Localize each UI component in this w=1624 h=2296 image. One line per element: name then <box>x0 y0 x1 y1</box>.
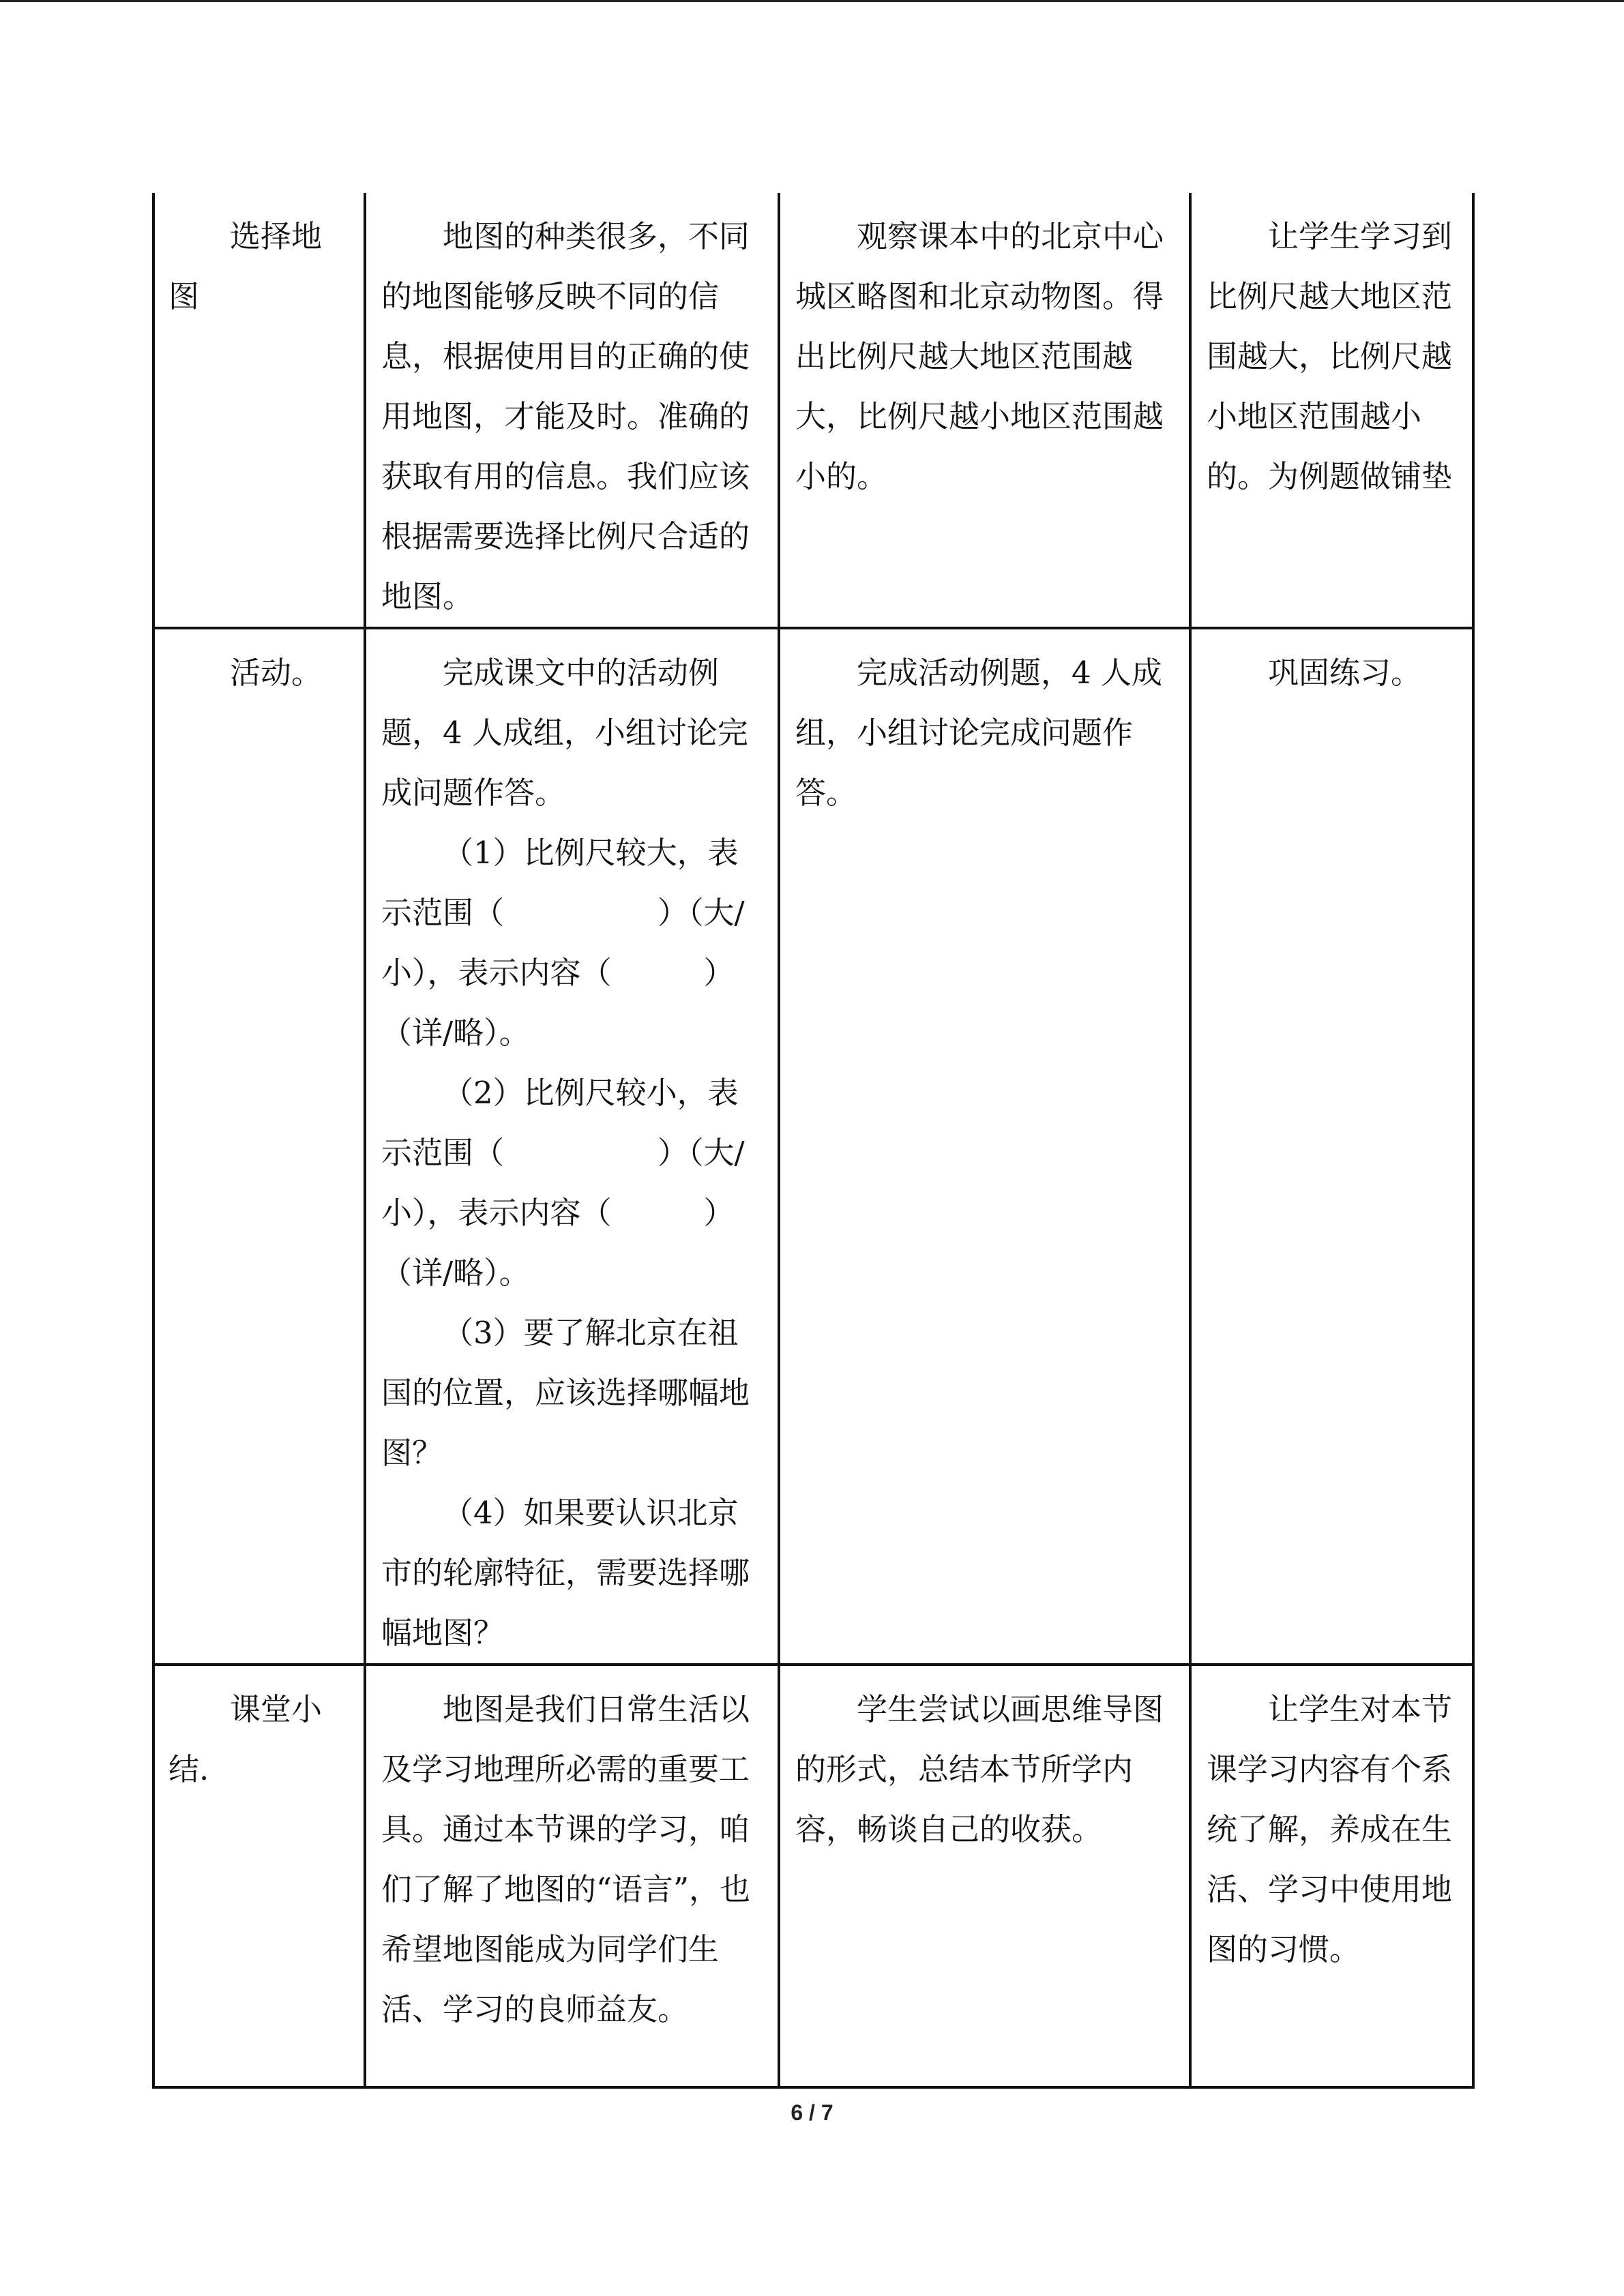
teacher-paragraph: 地图的种类很多，不同的地图能够反映不同的信息，根据使用目的正确的使用地图，才能及时。准确的获取有用的信息。我们应该根据需要选择比例尺合适的地图。 <box>381 218 750 614</box>
table-row-select-map <box>153 193 1473 628</box>
page-top-border <box>0 0 1624 2</box>
stage-cell: 选择地图 <box>153 193 365 628</box>
page-number: 6 / 7 <box>791 2100 833 2125</box>
student-activity-cell: 观察课本中的北京中心城区略图和北京动物图。得出比例尺越大地区范围越大，比例尺越小地区范围越小的。 <box>779 193 1190 628</box>
question-2: （2）比例尺较小，表示范围（ ）（大/小），表示内容（ ）（详/略）。 <box>381 1075 745 1291</box>
design-intent-cell: 让学生对本节课学习内容有个系统了解，养成在生活、学习中使用地图的习惯。 <box>1190 1665 1473 2087</box>
teacher-paragraph: 地图是我们日常生活以及学习地理所必需的重要工具。通过本节课的学习，咱们了解了地图的“语言”，也希望地图能成为同学们生活、学习的良师益友。 <box>381 1691 751 2027</box>
design-intent-cell: 巩固练习。 <box>1190 628 1473 1665</box>
question-1: （1）比例尺较大，表示范围（ ）（大/小），表示内容（ ）（详/略）。 <box>381 835 745 1051</box>
question-4: （4）如果要认识北京市的轮廓特征，需要选择哪幅地图？ <box>381 1495 750 1651</box>
stage-cell: 课堂小结. <box>153 1665 365 2087</box>
teacher-paragraph: 完成课文中的活动例题，4 人成组，小组讨论完成问题作答。 <box>381 655 748 811</box>
teacher-activity-cell <box>365 1665 779 2087</box>
teacher-activity-cell <box>365 193 779 628</box>
design-intent-cell: 让学生学习到比例尺越大地区范围越大，比例尺越小地区范围越小的。为例题做铺垫 <box>1190 193 1473 628</box>
question-3: （3）要了解北京在祖国的位置，应该选择哪幅地图？ <box>381 1315 750 1471</box>
table-row-activity <box>153 628 1473 1665</box>
teacher-activity-cell <box>365 628 779 1665</box>
stage-cell: 活动。 <box>153 628 365 1665</box>
lesson-plan-table <box>152 193 1475 2089</box>
table-row-summary <box>153 1665 1473 2087</box>
student-activity-cell: 完成活动例题，4 人成组，小组讨论完成问题作答。 <box>779 628 1190 1665</box>
student-activity-cell: 学生尝试以画思维导图的形式，总结本节所学内容，畅谈自己的收获。 <box>779 1665 1190 2087</box>
